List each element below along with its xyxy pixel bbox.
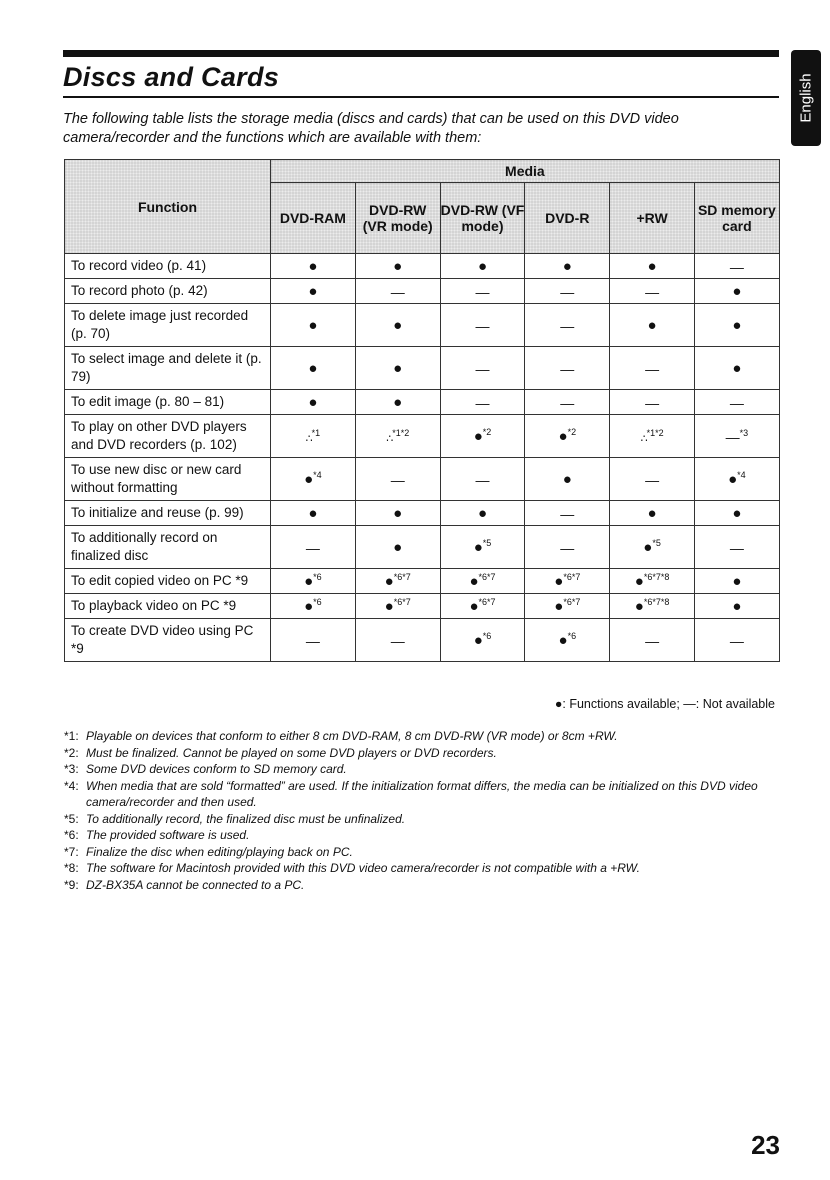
footnote-text: Some DVD devices conform to SD memory card. [86, 762, 347, 776]
availability-mark: — [645, 360, 660, 377]
value-cell [355, 304, 440, 347]
availability-mark: ● [393, 360, 403, 377]
function-cell: To select image and delete it (p. 79) [65, 347, 271, 390]
table-row [65, 569, 780, 594]
value-cell [610, 390, 695, 415]
footnote-text: The provided software is used. [86, 828, 250, 842]
availability-mark: — [475, 394, 490, 411]
availability-mark: ● [393, 394, 403, 411]
availability-mark: ● [384, 598, 394, 615]
value-cell [610, 304, 695, 347]
availability-mark: ● [634, 598, 644, 615]
availability-mark: ● [393, 539, 403, 556]
footnote-marker: *3: [64, 762, 79, 776]
footnote [64, 827, 779, 844]
value-cell [271, 347, 356, 390]
value-cell [440, 569, 525, 594]
page-number: 23 [751, 1130, 780, 1160]
column-header-dvd-rw-vr: DVD-RW (VR mode) [355, 183, 440, 254]
table-row [65, 347, 780, 390]
function-cell: To create DVD video using PC *9 [65, 619, 271, 662]
availability-mark: ● [647, 258, 657, 275]
value-cell [525, 594, 610, 619]
availability-mark: — [560, 539, 575, 556]
availability-mark: — [475, 360, 490, 377]
value-cell [610, 254, 695, 279]
availability-mark: — [729, 632, 744, 649]
value-cell [440, 619, 525, 662]
availability-mark: ● [304, 573, 314, 590]
footnote-ref: *4 [313, 470, 322, 480]
table-row [65, 619, 780, 662]
footnote-ref: *6*7 [478, 572, 496, 582]
availability-mark: — [729, 394, 744, 411]
footnote-marker: *5: [64, 811, 79, 826]
availability-mark: — [560, 394, 575, 411]
availability-mark: ● [562, 471, 572, 488]
footnote-text: Finalize the disc when editing/playing back on PC. [86, 844, 353, 859]
function-cell: To initialize and reuse (p. 99) [65, 501, 271, 526]
availability-mark: — [390, 632, 405, 649]
value-cell [610, 569, 695, 594]
value-cell [271, 279, 356, 304]
availability-mark: ∴ [640, 432, 647, 445]
media-table [64, 159, 780, 662]
value-cell [525, 501, 610, 526]
footnote-ref: *2 [482, 427, 492, 437]
function-cell: To edit copied video on PC *9 [65, 569, 271, 594]
availability-mark: ● [308, 258, 318, 275]
column-header-dvd-r: DVD-R [525, 183, 610, 254]
title-rule [63, 96, 779, 98]
availability-mark: ● [304, 598, 314, 615]
value-cell [694, 594, 779, 619]
table-row [65, 304, 780, 347]
availability-mark: ● [308, 505, 318, 522]
availability-mark: — [475, 471, 490, 488]
page-title: Discs and Cards [63, 62, 280, 92]
value-cell [610, 619, 695, 662]
availability-mark: ● [562, 258, 572, 275]
availability-mark: ● [647, 505, 657, 522]
value-cell [271, 458, 356, 501]
value-cell [694, 619, 779, 662]
value-cell [694, 526, 779, 569]
availability-mark: ● [732, 598, 742, 615]
value-cell [525, 347, 610, 390]
availability-mark: — [305, 632, 320, 649]
function-cell: To play on other DVD players and DVD recorders (p. 102) [65, 415, 271, 458]
table-row [65, 415, 780, 458]
footnote-ref: *2 [567, 427, 577, 437]
table-row [65, 279, 780, 304]
value-cell [440, 526, 525, 569]
footnote [64, 728, 779, 745]
value-cell [610, 415, 695, 458]
availability-mark: — [729, 258, 744, 275]
value-cell [355, 254, 440, 279]
value-cell [355, 501, 440, 526]
availability-mark: ● [308, 394, 318, 411]
availability-mark: — [305, 539, 320, 556]
function-cell: To edit image (p. 80 – 81) [65, 390, 271, 415]
footnote-marker: *8: [64, 861, 79, 875]
availability-mark: — [645, 471, 660, 488]
value-cell [525, 458, 610, 501]
value-cell [610, 501, 695, 526]
availability-mark: ● [393, 505, 403, 522]
function-cell: To use new disc or new card without formatting [65, 458, 271, 501]
value-cell [440, 347, 525, 390]
footnote [64, 860, 779, 877]
value-cell [440, 415, 525, 458]
table-legend: ●: Functions available; —: Not available [554, 697, 775, 711]
footnote-text: DZ-BX35A cannot be connected to a PC. [86, 877, 305, 892]
availability-mark: ● [469, 598, 479, 615]
availability-mark: ● [477, 505, 488, 522]
value-cell [440, 458, 525, 501]
value-cell [525, 254, 610, 279]
availability-mark: ● [384, 573, 394, 590]
value-cell [355, 569, 440, 594]
value-cell [525, 569, 610, 594]
column-header-plus-rw: +RW [610, 183, 695, 254]
availability-mark: ● [558, 428, 568, 445]
intro-paragraph: The following table lists the storage media (discs and cards) that can be used on this DVD video camera/recorder and the functions which are available with them: [63, 111, 679, 146]
footnote-marker: *7: [64, 844, 79, 859]
value-cell [440, 594, 525, 619]
value-cell [440, 279, 525, 304]
value-cell [440, 254, 525, 279]
footnote-marker: *1: [64, 729, 79, 743]
value-cell [440, 390, 525, 415]
function-cell: To additionally record on finalized disc [65, 526, 271, 569]
value-cell [694, 254, 779, 279]
value-cell [355, 347, 440, 390]
value-cell [694, 569, 779, 594]
table-row [65, 501, 780, 526]
value-cell [271, 254, 356, 279]
availability-mark: — [475, 317, 490, 334]
column-header-dvd-ram: DVD-RAM [271, 183, 356, 254]
value-cell [271, 526, 356, 569]
availability-mark: ● [393, 317, 403, 334]
table-row [65, 594, 780, 619]
footnote-ref: *6*7 [393, 597, 411, 607]
value-cell [610, 347, 695, 390]
value-cell [525, 415, 610, 458]
availability-mark: — [560, 317, 575, 334]
function-cell: To record video (p. 41) [65, 254, 271, 279]
value-cell [271, 304, 356, 347]
footnote-text: Must be finalized. Cannot be played on some DVD players or DVD recorders. [86, 745, 497, 760]
footnote-ref: *6*7 [563, 597, 581, 607]
footnote-ref: *6 [313, 572, 322, 582]
availability-mark: ● [643, 539, 653, 556]
value-cell [271, 619, 356, 662]
value-cell [271, 415, 356, 458]
footnote-text: Playable on devices that conform to either 8 cm DVD-RAM, 8 cm DVD-RW (VR mode) or 8cm +RW. [86, 729, 618, 743]
footnote-ref: *1 [311, 427, 321, 438]
table-row [65, 390, 780, 415]
table-row [65, 254, 780, 279]
function-cell: To record photo (p. 42) [65, 279, 271, 304]
table-row [65, 526, 780, 569]
footnote-text: To additionally record, the finalized disc must be unfinalized. [86, 811, 406, 826]
availability-mark: ● [647, 317, 657, 334]
media-group-header: Media [271, 160, 780, 183]
footnote-marker: *2: [64, 745, 79, 760]
availability-mark: ● [308, 360, 318, 377]
value-cell [694, 304, 779, 347]
footnotes-list [64, 728, 779, 893]
value-cell [271, 569, 356, 594]
value-cell [440, 304, 525, 347]
footnote [64, 778, 779, 811]
availability-mark: ● [554, 573, 564, 590]
value-cell [525, 619, 610, 662]
value-cell [440, 501, 525, 526]
footnote-ref: *5 [652, 538, 661, 548]
value-cell [355, 458, 440, 501]
value-cell [355, 594, 440, 619]
availability-mark: — [560, 283, 575, 300]
value-cell [694, 458, 779, 501]
value-cell [610, 279, 695, 304]
value-cell [525, 279, 610, 304]
footnote [64, 877, 779, 894]
value-cell [525, 304, 610, 347]
function-cell: To delete image just recorded (p. 70) [65, 304, 271, 347]
availability-mark: ● [732, 317, 742, 334]
value-cell [355, 279, 440, 304]
availability-mark: ● [558, 632, 568, 649]
availability-mark: ● [473, 539, 483, 556]
footnote-ref: *6*7*8 [643, 572, 670, 582]
column-header-sd-card: SD memory card [694, 183, 779, 254]
value-cell [525, 390, 610, 415]
availability-mark: ● [732, 360, 742, 377]
availability-mark: ● [473, 632, 483, 649]
footnote-ref: *6 [313, 597, 322, 607]
footnote-ref: *6 [567, 631, 577, 641]
column-header-dvd-rw-vf: DVD-RW (VF mode) [440, 183, 525, 254]
value-cell [355, 415, 440, 458]
footnote-marker: *9: [64, 877, 79, 892]
footnote-ref: *6*7 [563, 572, 581, 582]
availability-mark: — [475, 283, 490, 300]
footnote-text: The software for Macintosh provided with this DVD video camera/recorder is not compatible with a +RW. [86, 861, 640, 875]
footnote-ref: *1*2 [646, 427, 664, 438]
footnote-ref: *3 [739, 427, 749, 438]
footnote-ref: *4 [737, 470, 746, 480]
availability-mark: — [560, 505, 575, 522]
availability-mark: ● [477, 258, 488, 275]
availability-mark: — [645, 283, 660, 300]
language-tab [791, 50, 821, 146]
value-cell [694, 390, 779, 415]
value-cell [271, 390, 356, 415]
availability-mark: — [560, 360, 575, 377]
language-tab-label: English [797, 73, 815, 123]
footnote-marker: *6: [64, 828, 79, 842]
availability-mark: ● [393, 258, 403, 275]
value-cell [355, 390, 440, 415]
availability-mark: — [729, 539, 744, 556]
availability-mark: ∴ [386, 432, 393, 445]
value-cell [355, 619, 440, 662]
footnote [64, 745, 779, 762]
footnote [64, 844, 779, 861]
value-cell [694, 501, 779, 526]
availability-mark: — [390, 283, 405, 300]
footnote-ref: *6 [482, 631, 492, 641]
table-row [65, 458, 780, 501]
footnote [64, 761, 779, 778]
footnote-text: When media that are sold “formatted” are used. If the initialization format differs, the media can be initialized on this DVD video camera/recorder and then used. [86, 778, 758, 809]
availability-mark: ● [732, 283, 742, 300]
value-cell [610, 458, 695, 501]
value-cell [610, 594, 695, 619]
availability-mark: ● [732, 505, 742, 522]
availability-mark: ● [634, 573, 644, 590]
value-cell [525, 526, 610, 569]
availability-mark: ● [304, 471, 314, 488]
value-cell [610, 526, 695, 569]
availability-mark: — [645, 394, 660, 411]
top-rule [63, 50, 779, 57]
footnote-ref: *6*7*8 [643, 597, 670, 607]
availability-mark: ● [308, 317, 318, 334]
availability-mark: ● [554, 598, 564, 615]
value-cell [355, 526, 440, 569]
availability-mark: — [390, 471, 405, 488]
function-column-header: Function [65, 160, 271, 254]
availability-mark: — [645, 632, 660, 649]
availability-mark: ● [308, 283, 318, 300]
function-cell: To playback video on PC *9 [65, 594, 271, 619]
availability-mark: ● [728, 471, 738, 488]
availability-mark: ● [473, 428, 483, 445]
footnote-ref: *5 [482, 538, 492, 548]
value-cell [694, 415, 779, 458]
value-cell [271, 501, 356, 526]
footnote-ref: *6*7 [393, 572, 411, 582]
value-cell [271, 594, 356, 619]
table-body [65, 254, 780, 662]
footnote-ref: *1*2 [392, 427, 410, 438]
availability-mark: ● [469, 573, 479, 590]
value-cell [694, 347, 779, 390]
availability-mark: ∴ [305, 432, 312, 445]
availability-mark: — [725, 428, 740, 445]
footnote [64, 811, 779, 828]
value-cell [694, 279, 779, 304]
availability-mark: ● [732, 573, 742, 590]
footnote-ref: *6*7 [478, 597, 496, 607]
footnote-marker: *4: [64, 778, 79, 793]
